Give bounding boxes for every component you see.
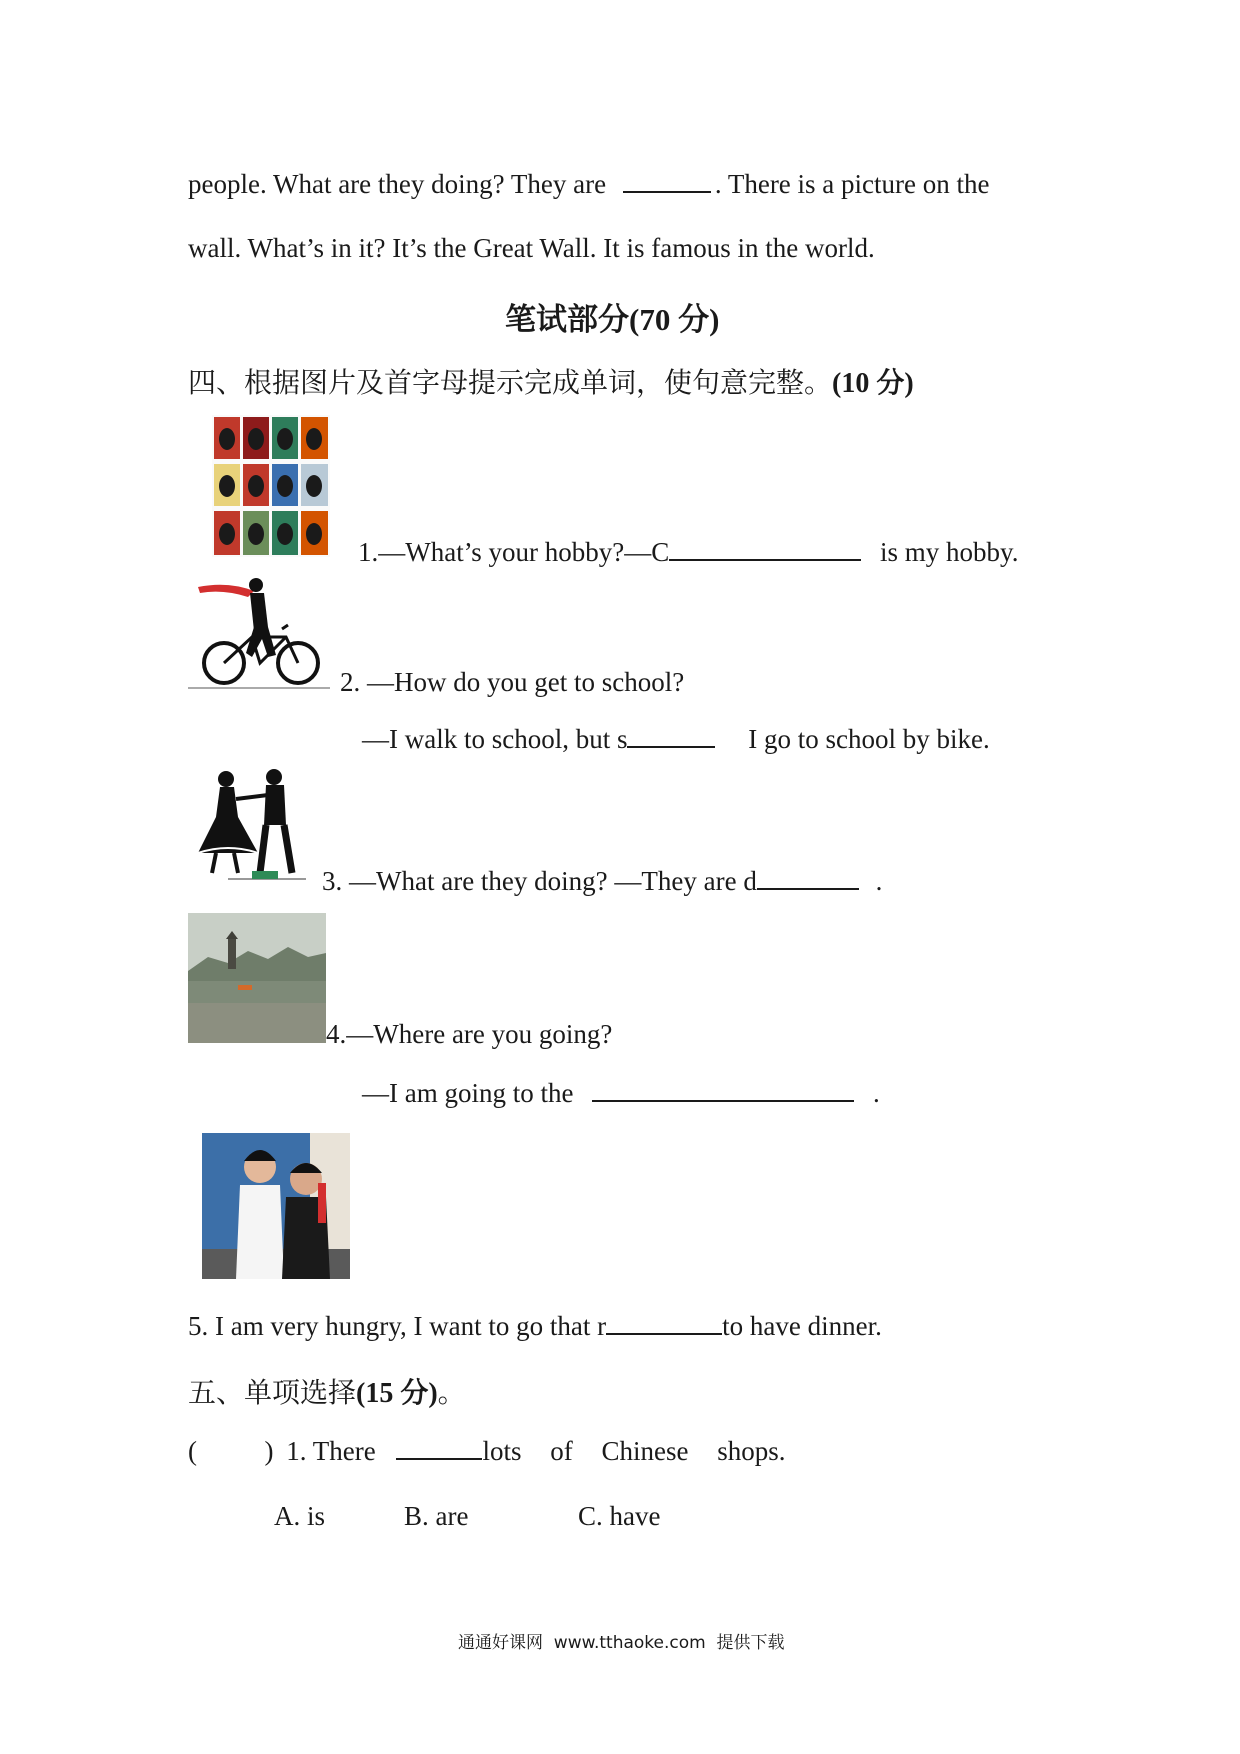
dancers-image xyxy=(188,765,306,883)
q4-2-blank[interactable] xyxy=(627,724,715,748)
q5-1-blank[interactable] xyxy=(396,1436,482,1460)
q4-1-blank[interactable] xyxy=(669,537,861,561)
cyclist-image xyxy=(188,577,330,689)
section4-title: 四、根据图片及首字母提示完成单词，使句意完整。(10 分) xyxy=(188,366,914,399)
q4-5-line: 5. I am very hungry, I want to go that r to have dinner. xyxy=(188,1311,882,1341)
q4-4-line-2: —I am going to the . xyxy=(362,1078,880,1108)
passage-line-1: people. What are they doing? They are . There is a picture on the xyxy=(188,169,990,199)
q4-1-line: 1.—What’s your hobby?—C is my hobby. xyxy=(358,537,1019,567)
q4-4-line-1: 4.—Where are you going? xyxy=(326,1019,613,1049)
restaurant-people-image xyxy=(202,1133,350,1279)
written-section-title: 笔试部分(70 分) xyxy=(505,302,720,337)
page-footer: 通通好课网 www.tthaoke.com 提供下载 xyxy=(458,1633,785,1653)
answer-paren[interactable]: ( ) xyxy=(188,1436,274,1466)
lake-image xyxy=(188,913,326,1043)
q4-4-blank[interactable] xyxy=(592,1078,854,1102)
q5-1-options xyxy=(274,1500,660,1532)
passage-line-2: wall. What’s in it? It’s the Great Wall. It is famous in the world. xyxy=(188,233,875,263)
passage-blank[interactable] xyxy=(623,169,711,193)
stamps-image xyxy=(212,415,330,557)
section5-title: 五、单项选择(15 分)。 xyxy=(188,1376,466,1409)
option-c[interactable]: C. have xyxy=(578,1501,661,1531)
q5-1-line: ( ) 1. There lots of Chinese shops. xyxy=(188,1436,786,1466)
q4-3-line: 3. —What are they doing? —They are d . xyxy=(322,866,883,896)
q4-5-blank[interactable] xyxy=(606,1311,722,1335)
option-b[interactable]: B. are xyxy=(404,1501,469,1531)
option-a[interactable]: A. is xyxy=(274,1501,326,1531)
q4-3-blank[interactable] xyxy=(757,866,859,890)
q4-2-line-2: —I walk to school, but s I go to school by bike. xyxy=(362,724,990,754)
q4-2-line-1: 2. —How do you get to school? xyxy=(340,667,685,697)
